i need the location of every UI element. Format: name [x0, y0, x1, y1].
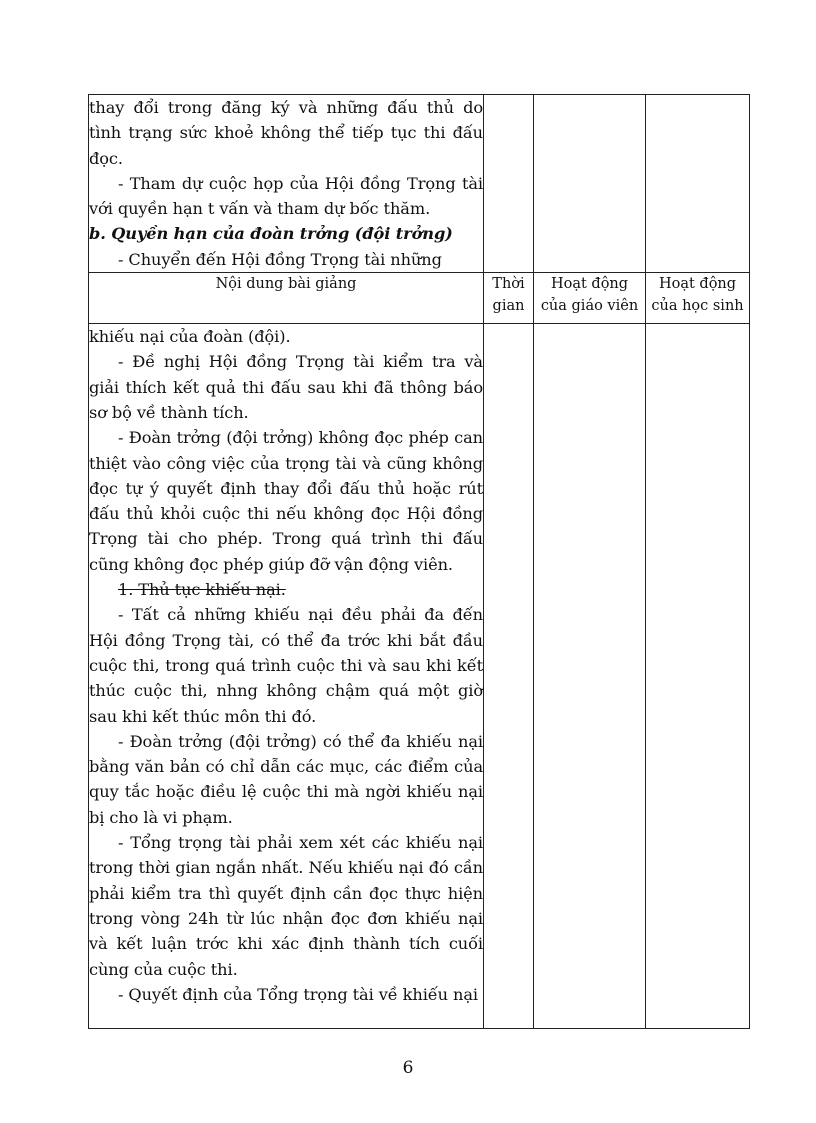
- header-student: Hoạt động của học sinh: [646, 273, 750, 324]
- lesson-table: [88, 94, 750, 1029]
- header-time: Thời gian: [484, 273, 534, 324]
- table-header-row: [89, 273, 750, 324]
- paragraph: - Quyết định của Tổng trọng tài về khiếu nại: [118, 984, 478, 1004]
- header-teacher: Hoạt động của giáo viên: [534, 273, 646, 324]
- subsection-heading: [89, 577, 483, 602]
- time-cell: [484, 95, 534, 273]
- paragraph: - Tham dự cuộc họp của Hội đồng Trọng tài với quyền hạn t vấn và tham dự bốc thăm.: [89, 173, 483, 219]
- paragraph: - Tất cả những khiếu nại đều phải đa đến Hội đồng Trọng tài, có thể đa trớc khi bắt đầu cuộc thi, trong quá trình cuộc thi và sau khi kết thúc cuộc thi, nhng không chậm quá một giờ sau khi kết thúc môn thi đó.: [89, 605, 483, 726]
- strikethrough-text: 1. Thủ tục khiếu nại.: [118, 580, 286, 600]
- paragraph: khiếu nại của đoàn (đội).: [89, 327, 291, 347]
- teacher-cell: [534, 95, 646, 273]
- content-cell: [89, 324, 484, 1029]
- student-cell: [646, 324, 750, 1029]
- teacher-cell: [534, 324, 646, 1029]
- paragraph: thay đổi trong đăng ký và những đấu thủ do tình trạng sức khoẻ không thể tiếp tục thi đấu đọc.: [89, 98, 483, 168]
- header-content: Nội dung bài giảng: [89, 273, 484, 324]
- paragraph: - Đề nghị Hội đồng Trọng tài kiểm tra và giải thích kết quả thi đấu sau khi đã thông báo sơ bộ về thành tích.: [89, 352, 483, 422]
- table-row: [89, 95, 750, 273]
- content-cell: [89, 95, 484, 273]
- paragraph: - Đoàn trởng (đội trởng) không đọc phép can thiệt vào công việc của trọng tài và cũng không đọc tự ý quyết định thay đổi đấu thủ hoặc rút đấu thủ khỏi cuộc thi nếu không đọc Hội đồng Trọng tài cho phép. Trong quá trình thi đấu cũng không đọc phép giúp đỡ vận động viên.: [89, 428, 483, 574]
- paragraph: - Chuyển đến Hội đồng Trọng tài những: [118, 249, 442, 269]
- page-number: 6: [402, 1058, 414, 1078]
- paragraph: - Đoàn trởng (đội trởng) có thể đa khiếu nại bằng văn bản có chỉ dẫn các mục, các điểm của quy tắc hoặc điều lệ cuộc thi mà ngời khiếu nại bị cho là vi phạm.: [89, 731, 483, 827]
- table-row: [89, 324, 750, 1029]
- student-cell: [646, 95, 750, 273]
- paragraph: - Tổng trọng tài phải xem xét các khiếu nại trong thời gian ngắn nhất. Nếu khiếu nại đó cần phải kiểm tra thì quyết định cần đọc thực hiện trong vòng 24h từ lúc nhận đọc đơn khiếu nại và kết luận trớc khi xác định thành tích cuối cùng của cuộc thi.: [89, 833, 483, 979]
- section-heading: b. Quyền hạn của đoàn trởng (đội trởng): [89, 224, 453, 244]
- time-cell: [484, 324, 534, 1029]
